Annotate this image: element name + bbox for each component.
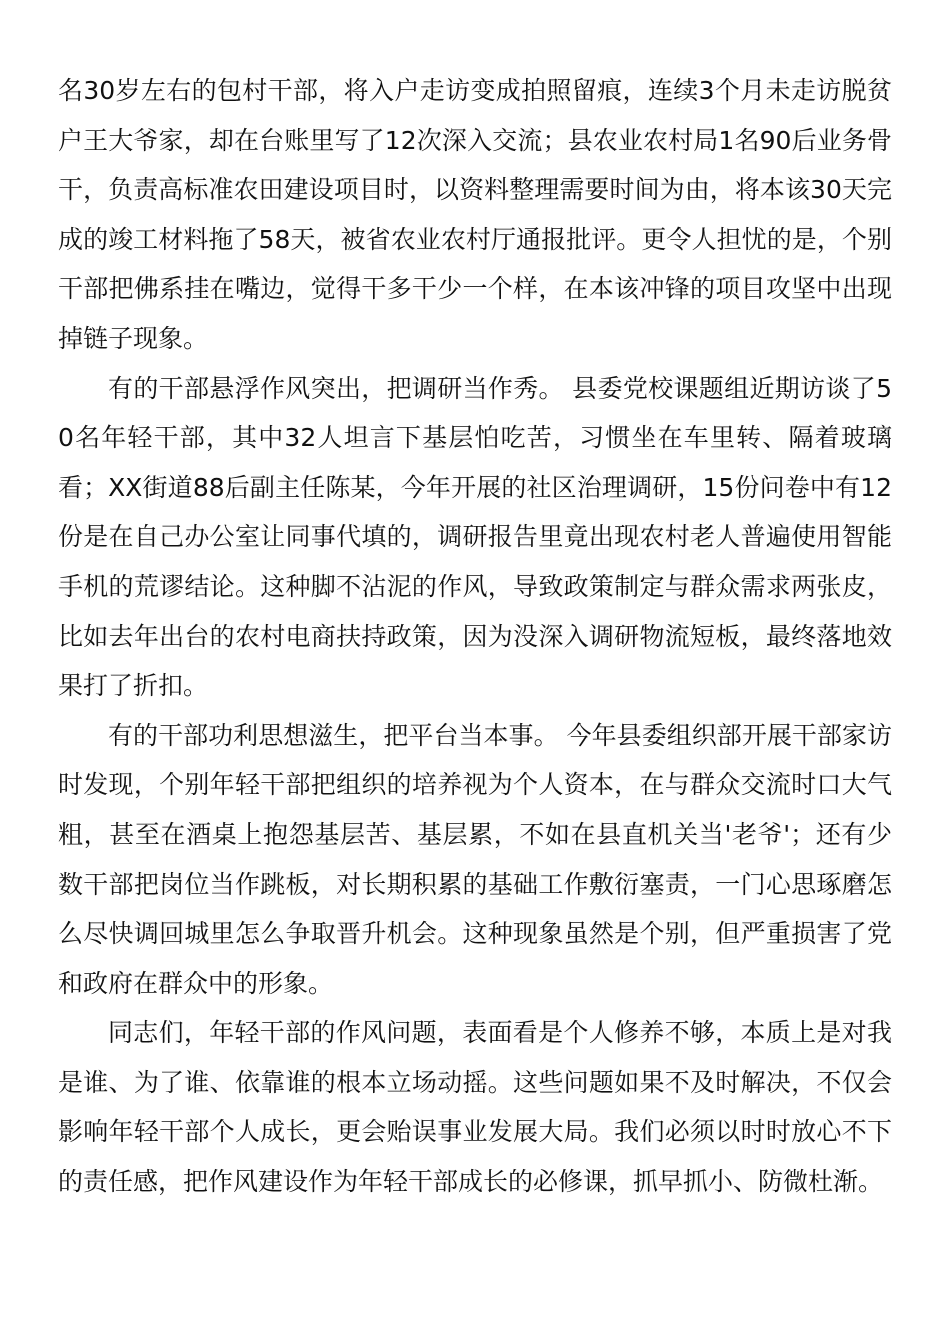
document-body [58,66,892,1207]
paragraph-floating-style: 有的干部悬浮作风突出，把调研当作秀。 县委党校课题组近期访谈了50名年轻干部，其中32人坦言下基层怕吃苦，习惯坐在车里转、隔着玻璃看；XX街道88后副主任陈某，今年开展的社区治理调研，15份问卷中有12份是在自己办公室让同事代填的，调研报告里竟出现农村老人普遍使用智能手机的荒谬结论。这种脚不沾泥的作风，导致政策制定与群众需求两张皮，比如去年出台的农村电商扶持政策，因为没深入调研物流短板，最终落地效果打了折扣。 [58,373,892,701]
paragraph-utilitarian-thinking: 有的干部功利思想滋生，把平台当本事。 今年县委组织部开展干部家访时发现，个别年轻干部把组织的培养视为个人资本，在与群众交流时口大气粗，甚至在酒桌上抱怨基层苦、基层累，不如在县直机关当'老爷'；还有少数干部把岗位当作跳板，对长期积累的基础工作敷衍塞责，一门心思琢磨怎么尽快调回城里怎么争取晋升机会。这种现象虽然是个别，但严重损害了党和政府在群众中的形象。 [58,720,892,998]
paragraph-conclusion: 同志们，年轻干部的作风问题，表面看是个人修养不够，本质上是对我是谁、为了谁、依靠谁的根本立场动摇。这些问题如果不及时解决，不仅会影响年轻干部个人成长，更会贻误事业发展大局。我们必须以时时放心不下的责任感，把作风建设作为年轻干部成长的必修课，抓早抓小、防微杜渐。 [58,1018,892,1197]
paragraph-continuation: 名30岁左右的包村干部，将入户走访变成拍照留痕，连续3个月未走访脱贫户王大爷家，却在台账里写了12次深入交流；县农业农村局1名90后业务骨干，负责高标准农田建设项目时，以资料整理需要时间为由，将本该30天完成的竣工材料拖了58天，被省农业农村厅通报批评。更令人担忧的是，个别干部把佛系挂在嘴边，觉得干多干少一个样，在本该冲锋的项目攻坚中出现掉链子现象。 [58,76,892,353]
